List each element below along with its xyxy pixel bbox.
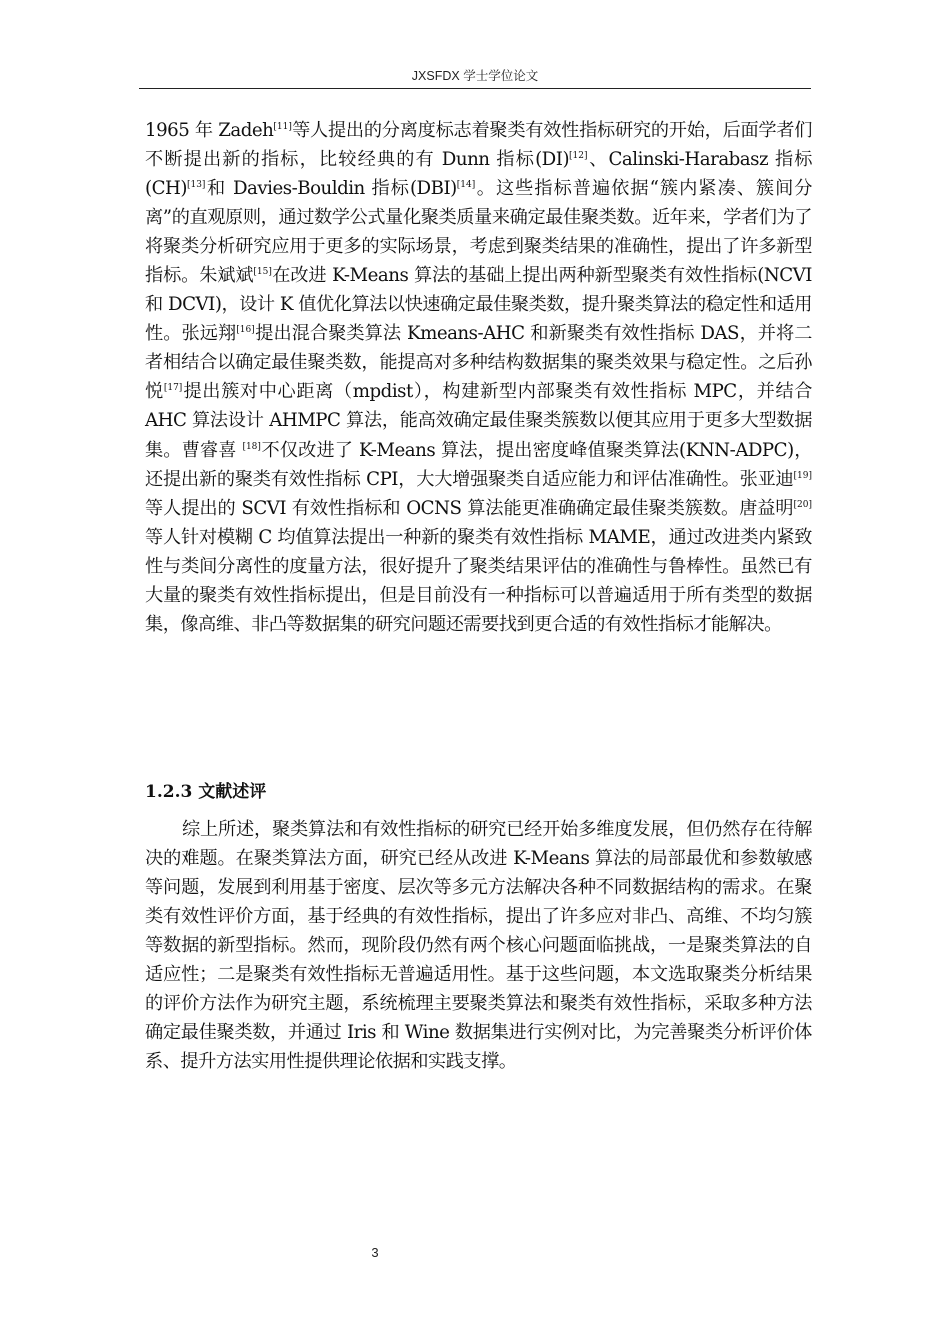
citation-marker: [11] — [273, 122, 292, 132]
review-paragraph — [145, 815, 812, 1076]
text-run: 在改进 K-Means 算法的基础上提出两种新型聚类有效性指标(NCVI 和 DCVI)，设计 K 值优化算法以快速确定最佳聚类数，提升聚类算法的稳定性和适用性。张远翔 — [145, 265, 812, 345]
text-run: 和 Davies-Bouldin 指标(DBI) — [205, 178, 457, 200]
citation-marker: [18] — [242, 441, 261, 452]
text-run: 等人针对模糊 C 均值算法提出一种新的聚类有效性指标 MAME，通过改进类内紧致性与类间分离性的度量方法，很好提升了聚类结果评估的准确性与鲁棒性。虽然已有大量的聚类有效性指标提出，但是目前没有一种指标可以普遍适用于所有类型的数据集，像高维、非凸等数据集的研究问题还需要找到更合适的有效性指标才能解决。 — [145, 526, 812, 635]
literature-paragraph — [145, 116, 812, 639]
citation-marker: [20] — [793, 499, 812, 510]
text-run: 不仅改进了 K-Means 算法，提出密度峰值聚类算法(KNN-ADPC)，还提出新的聚类有效性指标 CPI，大大增强聚类自适应能力和评估准确性。张亚迪 — [145, 439, 812, 490]
running-header: JXSFDX 学士学位论文 — [411, 69, 539, 83]
citation-marker: [12] — [569, 151, 588, 162]
citation-marker: [17] — [163, 383, 183, 394]
paragraph-text — [145, 116, 812, 639]
text-run: 等人提出的分离度标志着聚类有效性指标研究的开始，后面学者们不断提出新的指标，比较经典的有 Dunn 指标(DI) — [145, 120, 812, 171]
text-run: 等人提出的 SCVI 有效性指标和 OCNS 算法能更准确确定最佳聚类簇数。唐益明 — [145, 497, 794, 519]
citation-marker: [19] — [793, 470, 812, 481]
text-run: 1965 年 Zadeh — [145, 120, 274, 141]
header-rule — [139, 88, 811, 89]
citation-marker: [13] — [186, 180, 206, 191]
text-run: 提出簇对中心距离（mpdist），构建新型内部聚类有效性指标 MPC，并结合 AHC 算法设计 AHMPC 算法，能高效确定最佳聚类簇数以便其应用于更多大型数据集。曹睿喜 — [145, 381, 812, 461]
text-run: 提出混合聚类算法 Kmeans-AHC 和新聚类有效性指标 DAS，并将二者相结合以确定最佳聚类数，能提高对多种结构数据集的聚类效果与稳定性。之后孙悦 — [145, 323, 812, 403]
paragraph-text: 综上所述，聚类算法和有效性指标的研究已经开始多维度发展，但仍然存在待解决的难题。在聚类算法方面，研究已经从改进 K-Means 算法的局部最优和参数敏感等问题，发展到利用基于密度、层次等多元方法解决各种不同数据结构的需求。在聚类有效性评价方面，基于经典的有效性指标，提出了许多应对非凸、高维、不均匀簇等数据的新型指标。然而，现阶段仍然有两个核心问题面临挑战，一是聚类算法的自适应性；二是聚类有效性指标无普遍适用性。基于这些问题，本文选取聚类分析结果的评价方法作为研究主题，系统梳理主要聚类算法和聚类有效性指标，采取多种方法确定最佳聚类数，并通过 Iris 和 Wine 数据集进行实例对比，为完善聚类分析评价体系、提升方法实用性提供理论依据和实践支撑。 — [145, 819, 812, 1073]
citation-marker: [14] — [456, 180, 476, 191]
citation-marker: [16] — [236, 325, 255, 336]
text-run: 。这些指标普遍依据“簇内紧凑、簇间分离”的直观原则，通过数学公式量化聚类质量来确定最佳聚类数。近年来，学者们为了将聚类分析研究应用于更多的实际场景，考虑到聚类结果的准确性，提出了许多新型指标。朱斌斌 — [145, 178, 812, 287]
text-run: 、Calinski-Harabasz 指标(CH) — [145, 149, 812, 200]
page-number: 3 — [371, 1245, 379, 1260]
section-heading: 1.2.3 文献述评 — [145, 782, 267, 802]
citation-marker: [15] — [253, 267, 272, 278]
